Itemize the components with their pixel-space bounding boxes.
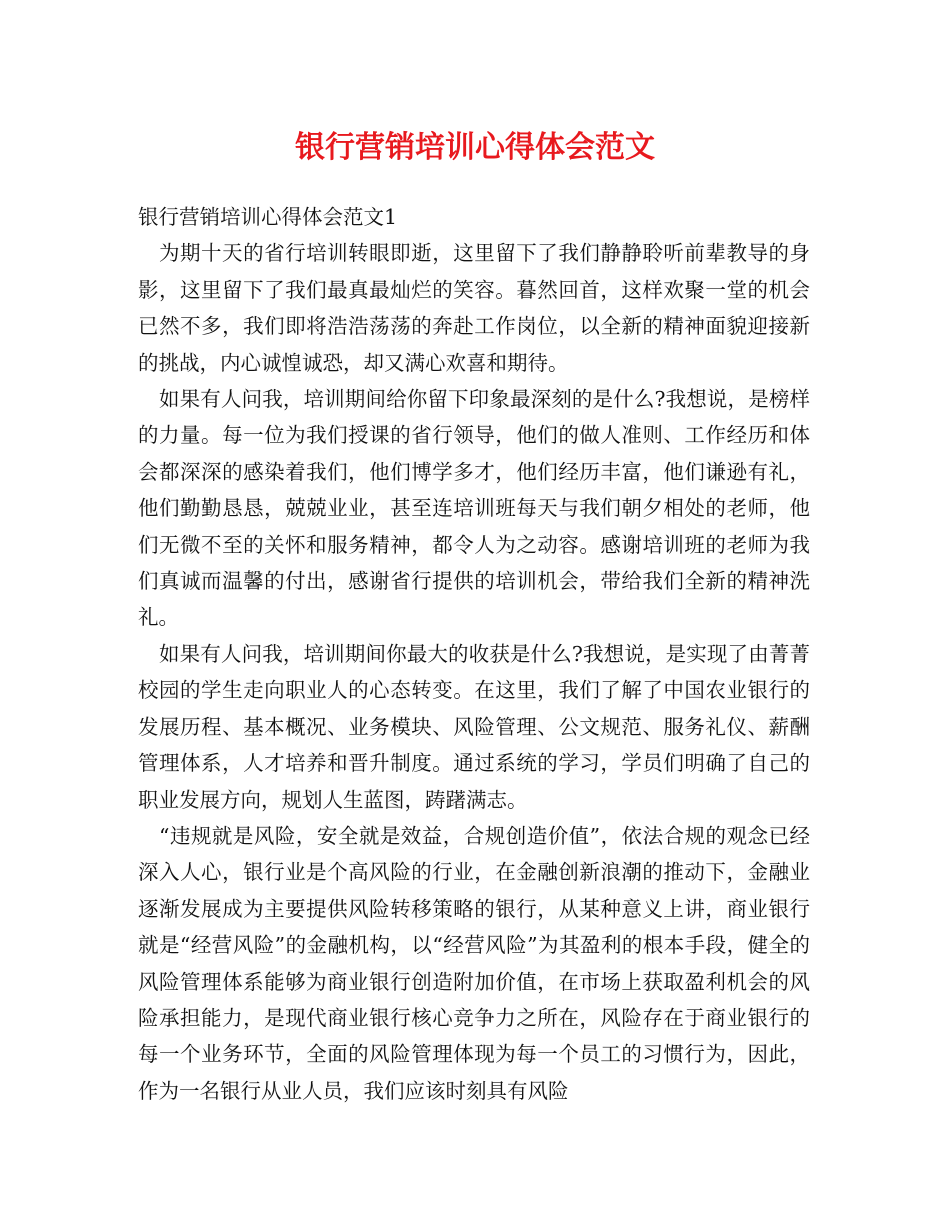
document-title: 银行营销培训心得体会范文: [295, 130, 655, 165]
paragraph: 如果有人问我，培训期间你最大的收获是什么?我想说，是实现了由菁菁校园的学生走向职业人的心态转变。在这里，我们了解了中国农业银行的发展历程、基本概况、业务模块、风险管理、公文规范、服务礼仪、薪酬管理体系，人才培养和晋升制度。通过系统的学习，学员们明确了自己的职业发展方向，规划人生蓝图，踌躇满志。: [138, 641, 810, 812]
section-heading: 银行营销培训心得体会范文1: [138, 205, 398, 229]
paragraph: “违规就是风险，安全就是效益，合规创造价值”，依法合规的观念已经深入人心，银行业是个高风险的行业，在金融创新浪潮的推动下，金融业逐渐发展成为主要提供风险转移策略的银行，从某种意义上讲，商业银行就是“经营风险”的金融机构，以“经营风险”为其盈利的根本手段，健全的风险管理体系能够为商业银行创造附加价值，在市场上获取盈利机会的风险承担能力，是现代商业银行核心竞争力之所在，风险存在于商业银行的每一个业务环节，全面的风险管理体现为每一个员工的习惯行为，因此，作为一名银行从业人员，我们应该时刻具有风险: [138, 823, 810, 1103]
paragraph: 如果有人问我，培训期间给你留下印象最深刻的是什么?我想说，是榜样的力量。每一位为我们授课的省行领导，他们的做人准则、工作经历和体会都深深的感染着我们，他们博学多才，他们经历丰富，他们谦逊有礼，他们勤勤恳恳，兢兢业业，甚至连培训班每天与我们朝夕相处的老师，他们无微不至的关怀和服务精神，都令人为之动容。感谢培训班的老师为我们真诚而温馨的付出，感谢省行提供的培训机会，带给我们全新的精神洗礼。: [138, 387, 810, 630]
paragraph: 为期十天的省行培训转眼即逝，这里留下了我们静静聆听前辈教导的身影，这里留下了我们最真最灿烂的笑容。暮然回首，这样欢聚一堂的机会已然不多，我们即将浩浩荡荡的奔赴工作岗位，以全新的精神面貌迎接新的挑战，内心诚惶诚恐，却又满心欢喜和期待。: [138, 241, 810, 375]
document-body: [138, 199, 810, 1109]
